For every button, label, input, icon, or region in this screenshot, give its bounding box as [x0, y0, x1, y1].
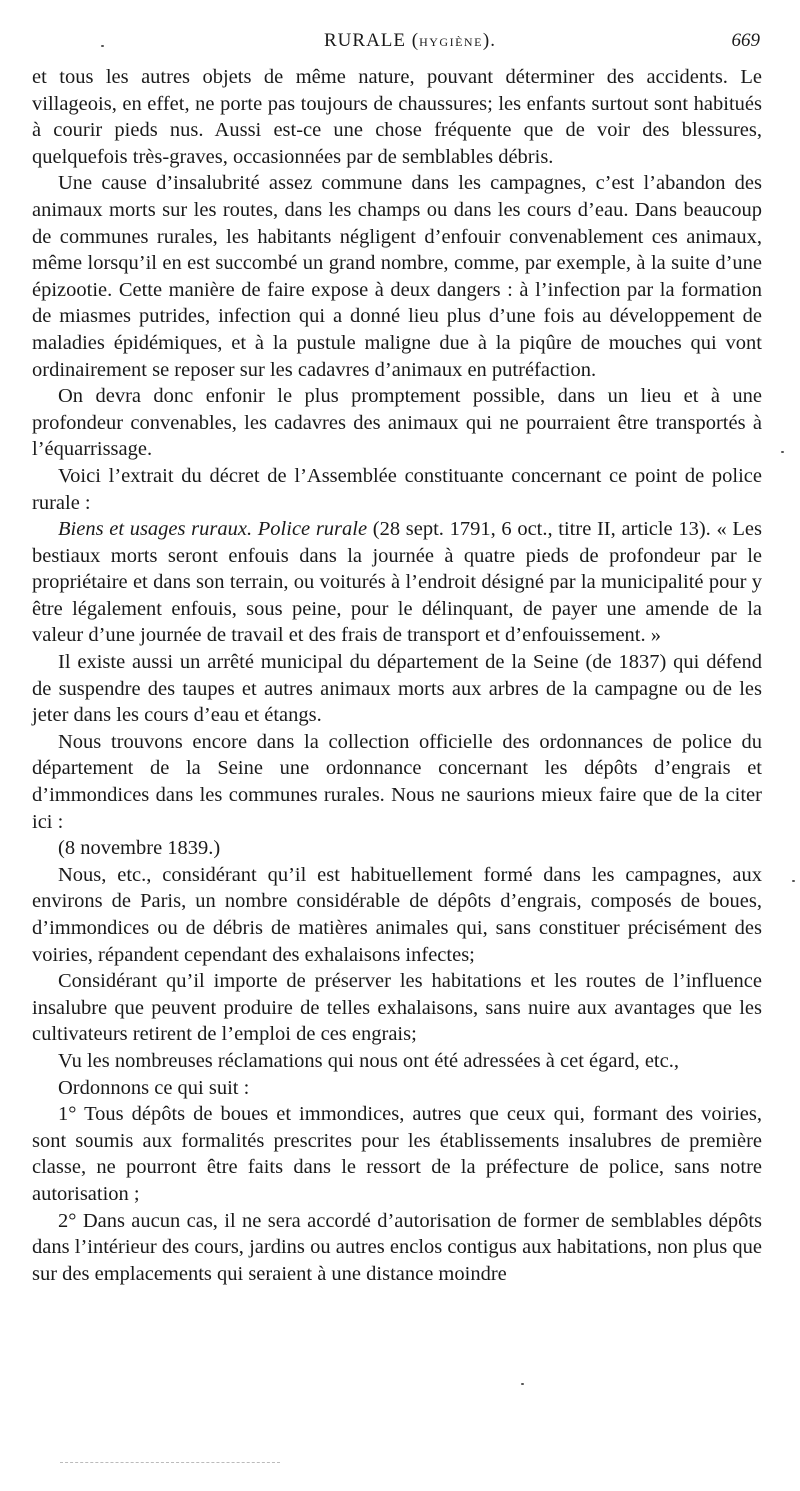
- paragraph-text: (8 novembre 1839.): [58, 837, 221, 860]
- body-text: [32, 64, 762, 1287]
- paragraph-text: 2° Dans aucun cas, il ne sera accordé d’autorisation de former de semblables dépôts dans l’intérieur des cours, jardins ou autres enclos contigus aux habitations, non plus que sur des emplacements qui seraient à une distance moindre: [32, 1209, 762, 1285]
- paragraph-text: Ordonnons ce qui suit :: [58, 1076, 250, 1099]
- bleed-through-mark: [60, 1462, 280, 1464]
- ordinance-date: [32, 835, 762, 862]
- paragraph-10: [32, 968, 762, 1048]
- article-2: [32, 1208, 762, 1288]
- paragraph-3: [32, 383, 762, 463]
- paragraph-text: Il existe aussi un arrêté municipal du département de la Seine (de 1837) qui défend de suspendre des taupes et autres animaux morts aux arbres de la campagne ou de les jeter dans les cours d’eau et étangs.: [32, 651, 762, 727]
- paragraph-text: Nous, etc., considérant qu’il est habituellement formé dans les campagnes, aux environs de Paris, un nombre considérable de dépôts d’engrais, composés de boues, d’immondices ou de débris de matières animales qui, sans constituer précisément des voiries, répandent cependant des exhalaisons infectes;: [32, 863, 762, 966]
- running-title-end: ).: [482, 30, 496, 51]
- paragraph-text: Nous trouvons encore dans la collection officielle des ordonnances de police du département de la Seine une ordonnance concernant les dépôts d’engrais et d’immondices dans les communes rurales. Nous ne saurions mieux faire que de la citer ici :: [32, 730, 762, 833]
- print-speck: [101, 45, 104, 47]
- running-title-main: RURALE (: [324, 30, 420, 51]
- running-head: [60, 30, 760, 56]
- print-speck: [792, 880, 795, 882]
- paragraph-2: [32, 170, 762, 383]
- running-title-small: HYGIÈNE: [419, 35, 483, 49]
- paragraph-9: [32, 862, 762, 968]
- paragraph-11: [32, 1048, 762, 1075]
- paragraph-text: Considérant qu’il importe de préserver les habitations et les routes de l’influence insalubre que peuvent produire de telles exhalaisons, sans nuire aux avantages que les cultivateurs retirent de l’emploi de ces engrais;: [32, 970, 762, 1046]
- paragraph-text: 1° Tous dépôts de boues et immondices, autres que ceux qui, formant des voiries, sont soumis aux formalités prescrites pour les établissements insalubres de première classe, ne pourront être faits dans le ressort de la préfecture de police, sans notre autorisation ;: [32, 1103, 762, 1205]
- paragraph-6: [32, 649, 762, 729]
- print-speck: [781, 451, 784, 453]
- paragraph-text: Vu les nombreuses réclamations qui nous ont été adressées à cet égard, etc.,: [58, 1049, 679, 1072]
- paragraph-text: On devra donc enfonir le plus promptement possible, dans un lieu et à une profondeur convenables, les cadavres des animaux qui ne pourraient être transportés à l’équarrissage.: [32, 385, 762, 461]
- paragraph-7: [32, 729, 762, 835]
- decree-title: Biens et usages ruraux. Police rurale: [58, 518, 368, 541]
- paragraph-text: Une cause d’insalubrité assez commune dans les campagnes, c’est l’abandon des animaux morts sur les routes, dans les champs ou dans les cours d’eau. Dans beaucoup de communes rurales, les habitants négligent d’enfouir convenablement ces animaux, même lorsqu’il en est succombé un grand nombre, comme, par exemple, à la suite d’une épizootie. Cette manière de faire expose à deux dangers : à l’infection par la formation de miasmes putrides, infection qui a donné lieu plus d’une fois au développement de maladies épidémiques, et à la pustule maligne due à la piqûre de mouches qui vont ordinairement se reposer sur les cadavres d’animaux en putréfaction.: [32, 172, 762, 381]
- paragraph-text: Voici l’extrait du décret de l’Assemblée constituante concernant ce point de police rurale :: [32, 464, 762, 514]
- paragraph-1: [32, 64, 762, 170]
- paragraph-4: [32, 463, 762, 516]
- article-1: [32, 1101, 762, 1207]
- paragraph-text: (28 sept. 1791, 6 oct., titre II, article 13). « Les bestiaux morts seront enfouis dans la journée à quatre pieds de profondeur par le propriétaire et dans son terrain, ou voiturés à l’endroit désigné par la municipalité pour y être légalement enfouis, sous peine, pour le délinquant, de payer une amende de la valeur d’une journée de travail et des frais de transport et d’enfouissement. »: [32, 518, 762, 647]
- paragraph-5-decree: [32, 516, 762, 649]
- paragraph-12: [32, 1075, 762, 1102]
- paragraph-text: et tous les autres objets de même nature, pouvant déterminer des accidents. Le villageois, en effet, ne porte pas toujours de chaussures; les enfants surtout sont habitués à courir pieds nus. Aussi est-ce une chose fréquente que de voir des blessures, quelquefois très-graves, occasionnées par de semblables débris.: [32, 66, 762, 168]
- running-title: [60, 30, 760, 52]
- page-number: 669: [731, 30, 760, 51]
- print-speck: [521, 1383, 524, 1385]
